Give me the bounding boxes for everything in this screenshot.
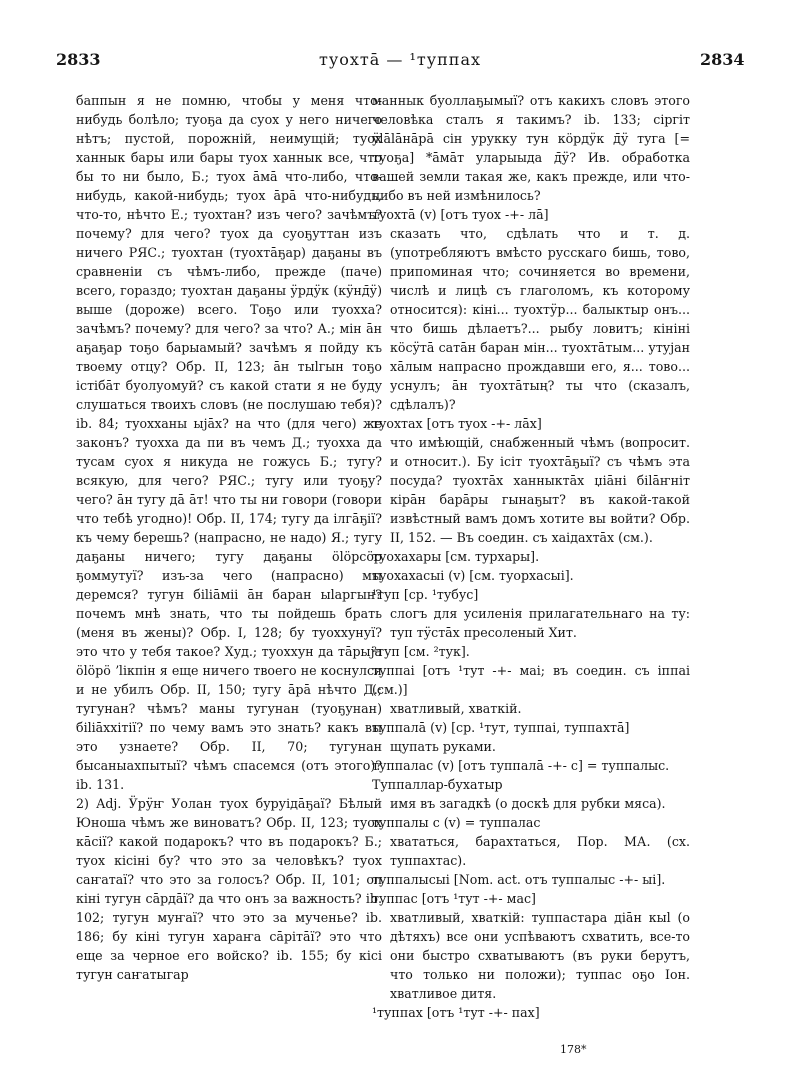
entry-headword: туохахары [см. турхары].: [372, 549, 540, 564]
entry-headword: ²туп [см. ²тук].: [372, 644, 470, 659]
signature-mark: 178*: [560, 1043, 587, 1056]
entry-definition: что имѣющій, снабженный чѣмъ (вопросит. и относит.). Бу ісіт туохтāҕыї? съ чѣмъ эта посуда? туохтāх ханныктāх џіāні біlāҥніт кірāн барāры гынаҕыт? въ какой-такой извѣстный вамъ домъ хотите вы войти? Обр. II, 152. — Въ соедин. съ хаідахтāх (см.).: [390, 435, 690, 545]
entry-headword: туппалас (v) [отъ туппалā -+- с] = туппалыс.: [372, 758, 670, 773]
entry-headword: Туппаллар-бухатыр: [372, 777, 503, 792]
entry-headword: туохтā (v) [отъ туох -+- лā]: [372, 207, 549, 222]
entry-headword: туппас [отъ ¹тут -+- мас]: [372, 891, 536, 906]
entry-headword: ¹туп [ср. ¹тубус]: [372, 587, 479, 602]
left-paragraph-2: 2) Adj. Ӱрӱҥ Уолан туох буруідāҕаї? Бѣлый Юноша чѣмъ же виноватъ? Обр. II, 123; туох кāсії? какой подарокъ? что въ подарокъ? Б.; туох кісіні бу? что это за человѣкъ? туох саҥатаї? что это за голосъ? Обр. II, 101; ол кіні тугун сāрдāї? да что онъ за важность? ib. 102; тугун муҥаї? что это за мученье? ib. 186; бу кіні тугун хараҥа сāрітāї? это что еще за черное его войско? ib. 155; бу кісі тугун саҥатыгар: [76, 796, 382, 982]
left-column: [76, 91, 382, 1051]
entry-list: [372, 205, 690, 1022]
entry-definition: щупать руками.: [390, 739, 496, 754]
entry-definition: имя въ загадкѣ (о доскѣ для рубки мяса).: [390, 796, 666, 811]
entry-definition: сказать что, сдѣлать что и т. д. (употребляютъ вмѣсто русскаго бишь, тово, припоминая что; сочиняется во времени, числѣ и лицѣ съ глаголомъ, къ которому относится): кіні... туохтӱр... балыктыр онъ... что бишь дѣлаетъ?... рыбу ловитъ; кініні кöсӱтā сатāн баран мін... туохтāтым... утујан хāлым напрасно прождавши его, я... тово... уснулъ; āн туохтāтың? ты что (сказалъ, сдѣлалъ)?: [390, 226, 690, 412]
entry-headword: туппалā (v) [ср. ¹тут, туппаі, туппахтā]: [372, 720, 630, 735]
page-header: [0, 50, 800, 74]
right-intro-paragraph: маннык буоллаҕымыї? отъ какихъ словъ этого человѣка сталъ я такимъ? ib. 133; сіргіт ӱlālāнāрā сін урукку тун кöрдӱк д̄ӱ туга [= туоҕа] *āмāт уларыыда д̄ӱ? Ив. обработка вашей земли такая же, какъ прежде, или что-либо въ ней измѣнилось?: [372, 93, 690, 203]
entry-headword: туохтах [отъ туох -+- лāх]: [372, 416, 542, 431]
entry-definition: хвататься, барахтаться, Пор. МА. (сх. туппахтас).: [390, 834, 690, 868]
entry-headword: туппалы с (v) = туппалас: [372, 815, 541, 830]
entry-headword: ¹туппах [отъ ¹тут -+- пах]: [372, 1005, 540, 1020]
entry-headword: туппаі [отъ ¹тут -+- маі; въ соедин. съ іппаі (см.)]: [372, 663, 690, 697]
running-title: туохтā — ¹туппах: [318, 50, 482, 69]
entry-headword: туохахасыі (v) [см. туорхасыі].: [372, 568, 574, 583]
page-number-right: 2834: [700, 50, 745, 69]
right-column: [372, 91, 690, 1051]
entry-headword: туппалысыі [Nom. act. отъ туппалыс -+- ыі].: [372, 872, 666, 887]
page-number-left: 2833: [56, 50, 101, 69]
entry-definition: хватливый, хваткій: туппастара діāн кыl (о дѣтяхъ) все они успѣваютъ схватить, все-то они быстро схватываютъ (въ руки берутъ, что только ни положи); туппас оҕо Іон. хватливое дитя.: [390, 910, 690, 1001]
left-paragraph-1: баппын я не помню, чтобы у меня что-нибудь болѣло; туоҕа да суох у него ничего нѣтъ; пустой, порожній, неимущій; туох ханнык бары или бары туох ханнык все, что бы то ни было, Б.; туох āмā что-либо, что-нибудь, какой-нибудь; туох āрā что-нибудь, что-то, нѣчто Е.; туохтан? изъ чего? зачѣмъ? почему? для чего? туох да суоҕуттан изъ ничего РЯС.; туохтан (туохтāҕар) даҕаны въ сравненіи съ чѣмъ-либо, прежде (паче) всего, гораздо; туохтан даҕаны ӱрдӱк (кӱнд̄ӱ) выше (дороже) всего. Тоҕо или туохха? зачѣмъ? почему? для чего? за что? А.; мін āн аҕаҕар тоҕо барыамый? зачѣмъ я пойду къ твоему отцу? Обр. II, 123; āн тыlгын тоҕо істібāт буолуомуй? съ какой стати я не буду слушаться твоихъ словъ (не послушаю тебя)? ib. 84; туохханы ыјāх? на что (для чего) же законъ? туохха да пи въ чемъ Д.; туохха да тусам суох я никуда не гожусь Б.; тугу? всякую, для чего? РЯС.; тугу или туоҕу? чего? āн тугу дā āт! что ты ни говори (говори что тебѣ угодно)! Обр. II, 174; тугу да ілгāҕії? къ чему берешь? (напрасно, не надо) Я.; тугу даҕаны ничего; тугу даҕаны ölöрсöр ҕоммутуї? изъ-за чего (напрасно) мы деремся? тугун біlіāміі āн баран ыlаргын? почемъ мнѣ знать, что ты пойдешь брать (меня въ жены)? Обр. I, 128; бу туоххунуї? это что у тебя такое? Худ.; туоххун да тāрыја ölöрö ʼlікпін я еще ничего твоего не коснулся и не убилъ Обр. II, 150; тугу āрā нѣчто Д.; тугунан? чѣмъ? маны тугунан (туоҕунан) біlіāххітії? по чему вамъ это знать? какъ вы это узнаете? Обр. II, 70; тугунан бысаныахпытыї? чѣмъ спасемся (отъ этого)? ib. 131.: [76, 93, 382, 792]
entry-definition: слогъ для усиленія прилагательнаго на ту: туп тӱстāх пресоленый Хит.: [390, 606, 690, 640]
entry-definition: хватливый, хваткій.: [390, 701, 522, 716]
